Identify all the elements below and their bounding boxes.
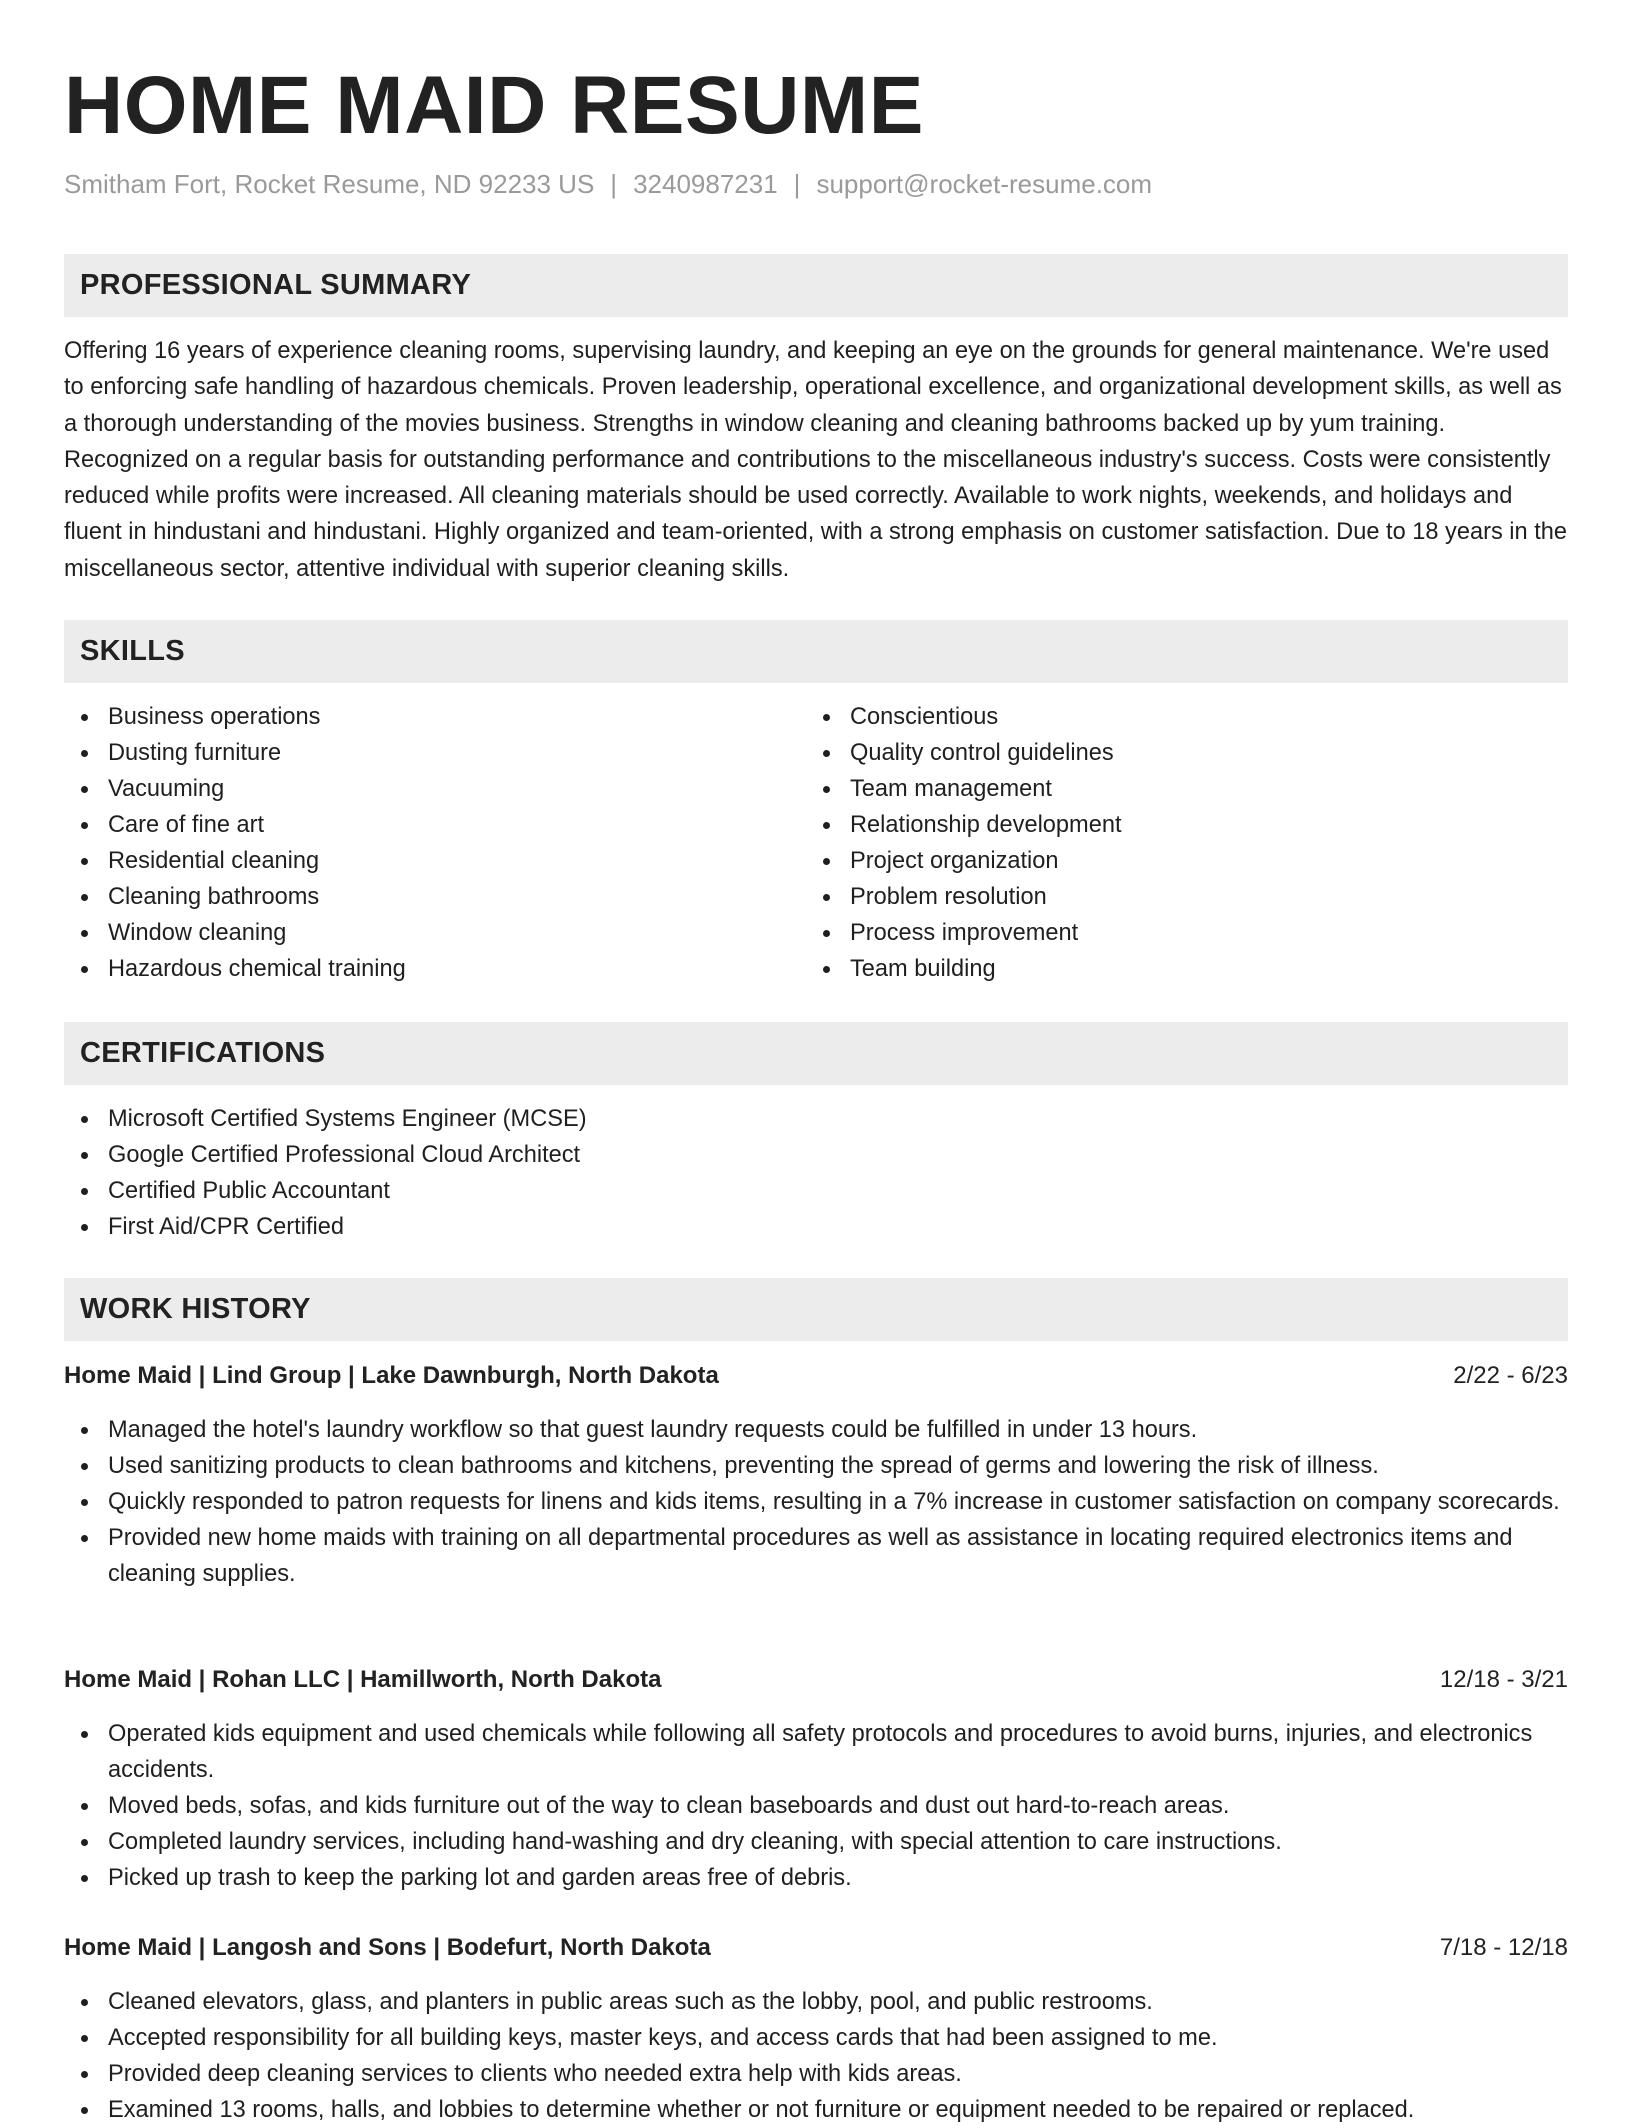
job-header	[64, 1358, 1568, 1394]
job-bullets	[64, 1716, 1568, 1896]
job-header	[64, 1930, 1568, 1966]
job-bullet: Accepted responsibility for all building keys, master keys, and access cards that had been assigned to me.	[64, 2020, 1568, 2056]
job-bullet: Quickly responded to patron requests for linens and kids items, resulting in a 7% increase in customer satisfaction on company scorecards.	[64, 1484, 1568, 1520]
certification-item: Google Certified Professional Cloud Architect	[64, 1137, 1568, 1173]
skill-item: Business operations	[64, 699, 804, 735]
skill-item: Project organization	[806, 843, 1546, 879]
job-entry	[64, 1930, 1568, 2128]
certifications-list	[64, 1101, 1568, 1245]
resume-title: HOME MAID RESUME	[64, 60, 924, 151]
job-bullet: Provided new home maids with training on all departmental procedures as well as assistance in locating required electronics items and cleaning supplies.	[64, 1520, 1568, 1592]
section-heading-skills: SKILLS	[64, 620, 1568, 683]
job-bullet: Provided deep cleaning services to clients who needed extra help with kids areas.	[64, 2056, 1568, 2092]
contact-separator: |	[793, 169, 801, 199]
job-bullet: Cleaned elevators, glass, and planters in public areas such as the lobby, pool, and public restrooms.	[64, 1984, 1568, 2020]
job-bullet: Operated kids equipment and used chemicals while following all safety protocols and procedures to avoid burns, injuries, and electronics accidents.	[64, 1716, 1568, 1788]
skill-item: Conscientious	[806, 699, 1546, 735]
contact-separator: |	[610, 169, 618, 199]
skill-item: Residential cleaning	[64, 843, 804, 879]
skill-item: Team management	[806, 771, 1546, 807]
job-dates: 7/18 - 12/18	[1439, 1934, 1568, 1961]
skill-item: Care of fine art	[64, 807, 804, 843]
contact-email: support@rocket-resume.com	[816, 169, 1153, 199]
job-header	[64, 1662, 1568, 1698]
skill-item: Cleaning bathrooms	[64, 879, 804, 915]
skill-item: Window cleaning	[64, 915, 804, 951]
job-bullet: Picked up trash to keep the parking lot and garden areas free of debris.	[64, 1860, 1568, 1896]
skills-list-right	[806, 699, 1546, 987]
section-heading-work-history: WORK HISTORY	[64, 1278, 1568, 1341]
section-heading-certifications: CERTIFICATIONS	[64, 1022, 1568, 1085]
skill-item: Hazardous chemical training	[64, 951, 804, 987]
certification-item: First Aid/CPR Certified	[64, 1209, 1568, 1245]
job-title: Home Maid | Rohan LLC | Hamillworth, North Dakota	[64, 1666, 662, 1693]
job-bullet: Managed the hotel's laundry workflow so that guest laundry requests could be fulfilled in under 13 hours.	[64, 1412, 1568, 1448]
job-dates: 12/18 - 3/21	[1439, 1666, 1568, 1693]
contact-line	[64, 166, 1152, 202]
job-bullet: Examined 13 rooms, halls, and lobbies to determine whether or not furniture or equipment needed to be repaired or replaced.	[64, 2092, 1568, 2128]
job-bullets	[64, 1984, 1568, 2128]
job-bullets	[64, 1412, 1568, 1592]
contact-address: Smitham Fort, Rocket Resume, ND 92233 US	[64, 169, 595, 199]
skill-item: Relationship development	[806, 807, 1546, 843]
skill-item: Problem resolution	[806, 879, 1546, 915]
job-entry	[64, 1662, 1568, 1896]
certification-item: Microsoft Certified Systems Engineer (MCSE)	[64, 1101, 1568, 1137]
skill-item: Dusting furniture	[64, 735, 804, 771]
skill-item: Process improvement	[806, 915, 1546, 951]
job-entry	[64, 1358, 1568, 1592]
skill-item: Vacuuming	[64, 771, 804, 807]
skill-item: Quality control guidelines	[806, 735, 1546, 771]
summary-text: Offering 16 years of experience cleaning rooms, supervising laundry, and keeping an eye on the grounds for general maintenance. We're used to enforcing safe handling of hazardous chemicals. Proven leadership, operational excellence, and organizational development skills, as well as a thorough understanding of the movies business. Strengths in window cleaning and cleaning bathrooms backed up by yum training. Recognized on a regular basis for outstanding performance and contributions to the miscellaneous industry's success. Costs were consistently reduced while profits were increased. All cleaning materials should be used correctly. Available to work nights, weekends, and holidays and fluent in hindustani and hindustani. Highly organized and team-oriented, with a strong emphasis on customer satisfaction. Due to 18 years in the miscellaneous sector, attentive individual with superior cleaning skills.	[64, 338, 1568, 582]
job-title: Home Maid | Lind Group | Lake Dawnburgh, North Dakota	[64, 1362, 719, 1389]
job-bullet: Completed laundry services, including hand-washing and dry cleaning, with special attention to care instructions.	[64, 1824, 1568, 1860]
contact-phone: 3240987231	[633, 169, 778, 199]
job-dates: 2/22 - 6/23	[1453, 1362, 1568, 1389]
certification-item: Certified Public Accountant	[64, 1173, 1568, 1209]
section-heading-summary: PROFESSIONAL SUMMARY	[64, 254, 1568, 317]
skill-item: Team building	[806, 951, 1546, 987]
skills-list-left	[64, 699, 804, 987]
job-bullet: Moved beds, sofas, and kids furniture out of the way to clean baseboards and dust out hard-to-reach areas.	[64, 1788, 1568, 1824]
job-bullet: Used sanitizing products to clean bathrooms and kitchens, preventing the spread of germs and lowering the risk of illness.	[64, 1448, 1568, 1484]
job-title: Home Maid | Langosh and Sons | Bodefurt, North Dakota	[64, 1934, 711, 1961]
